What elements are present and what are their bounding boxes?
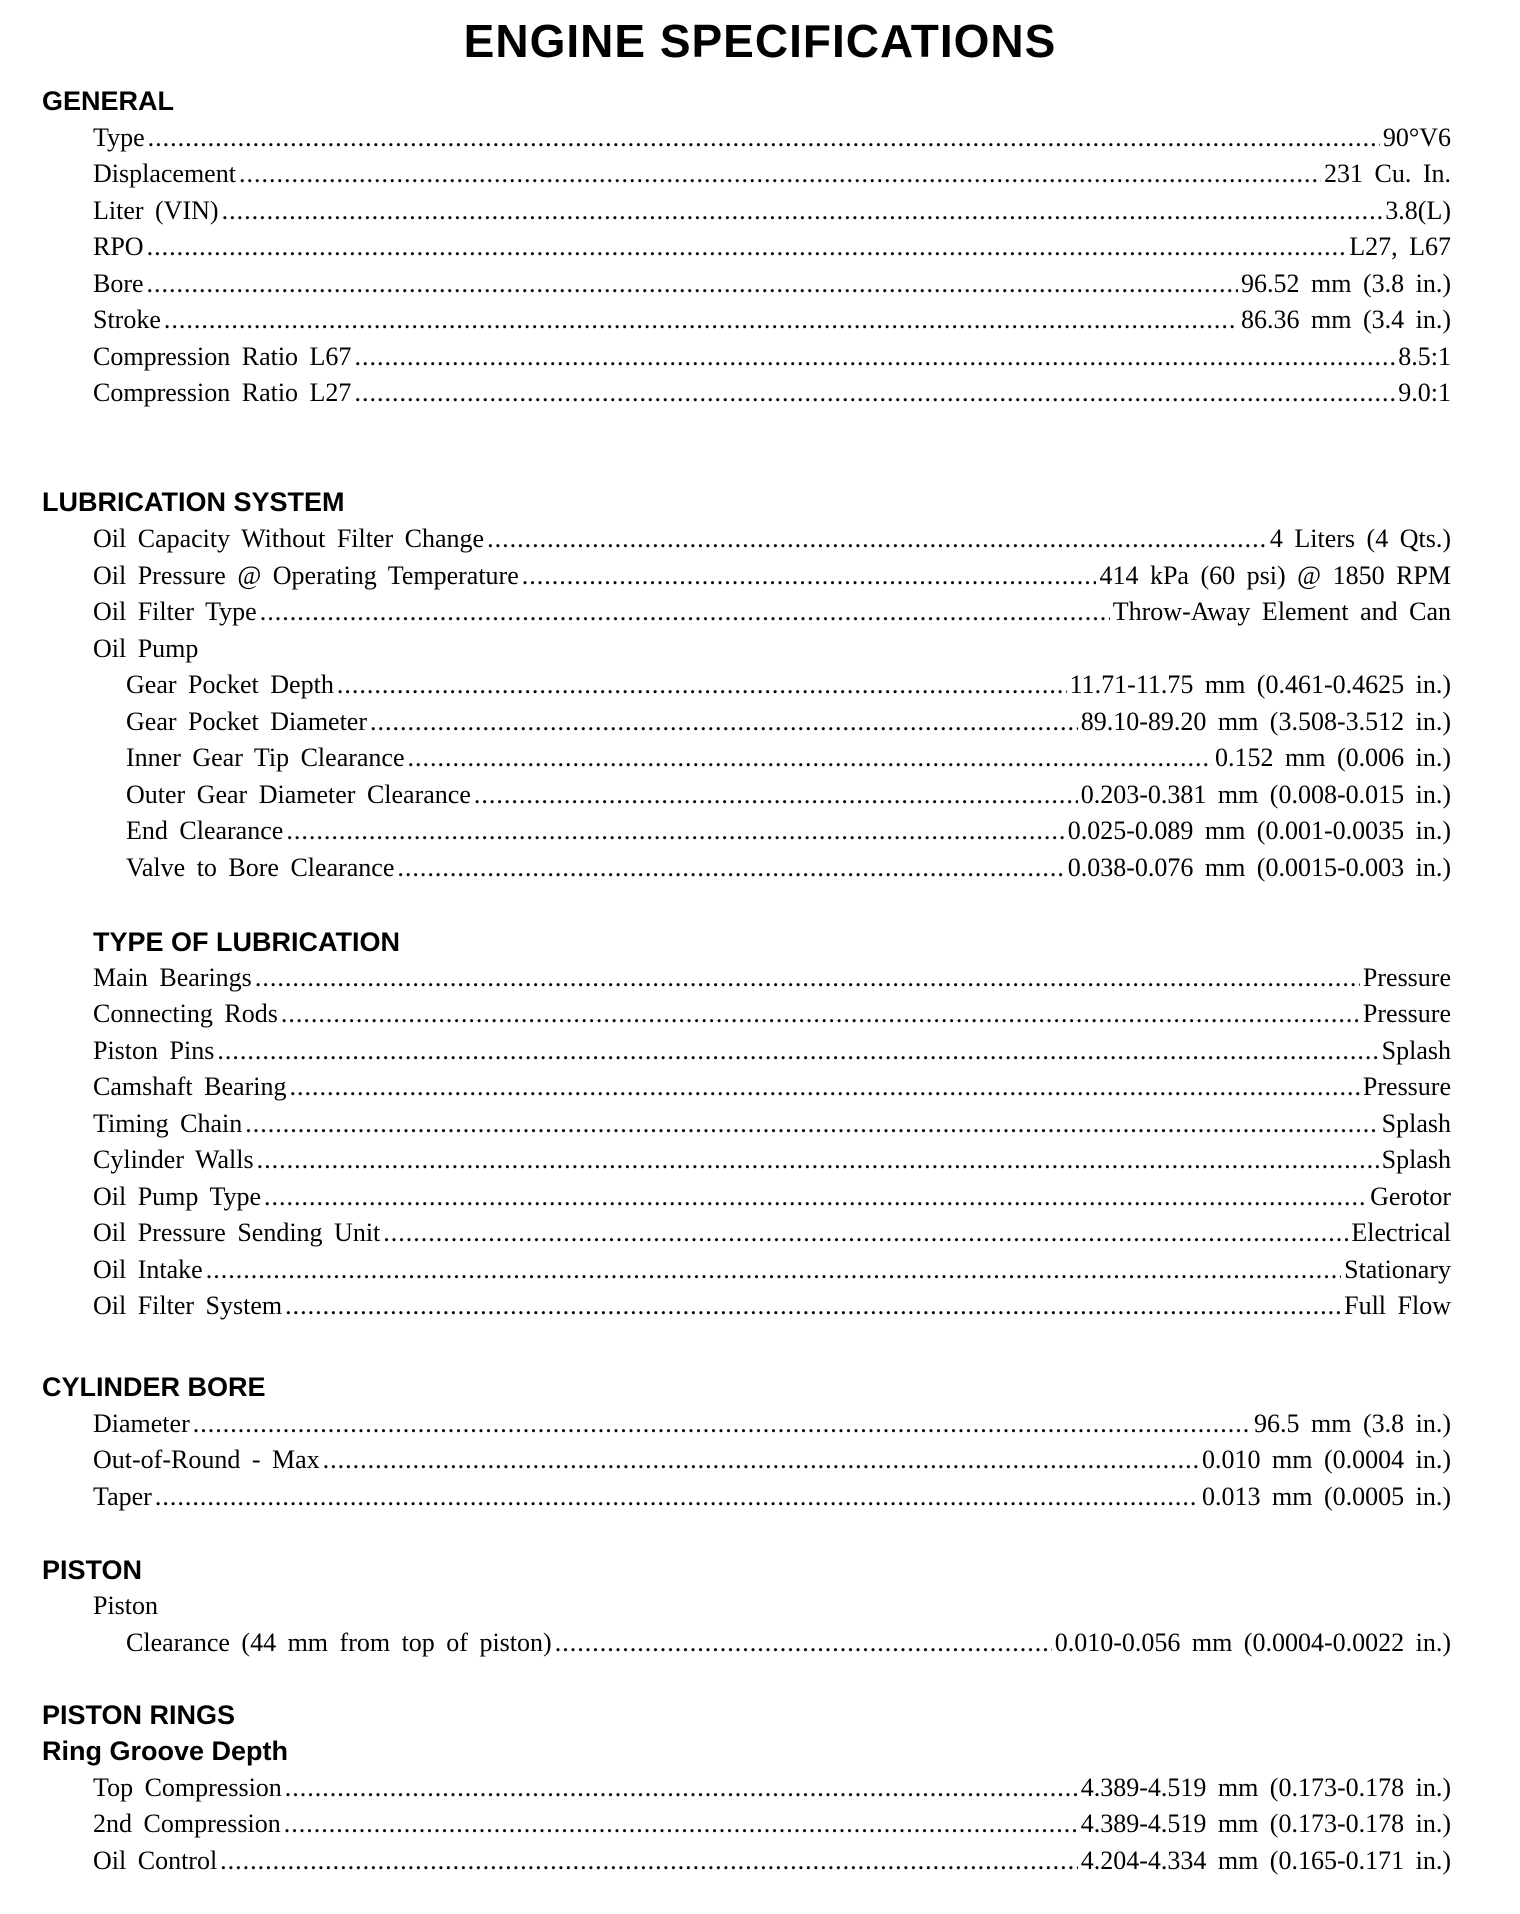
spec-row (93, 1218, 1451, 1254)
spec-label: Out-of-Round - Max (93, 1445, 320, 1474)
spec-value: 11.71-11.75 mm (0.461-0.4625 in.) (1069, 670, 1451, 699)
spec-value: 89.10-89.20 mm (3.508-3.512 in.) (1080, 707, 1451, 736)
spec-row (93, 524, 1451, 560)
spec-row (93, 305, 1451, 341)
spec-row (93, 196, 1451, 232)
spec-row (126, 780, 1451, 816)
spec-label: Oil Filter Type (93, 597, 257, 626)
section-heading-lubrication: LUBRICATION SYSTEM (42, 487, 345, 517)
dot-leader (147, 232, 1347, 262)
spec-label: Taper (93, 1482, 152, 1511)
dot-leader (383, 1218, 1348, 1248)
spec-value: 231 Cu. In. (1324, 159, 1451, 188)
spec-row (93, 597, 1451, 633)
spec-label: Cylinder Walls (93, 1145, 254, 1174)
spec-row (93, 123, 1451, 159)
spec-value: Electrical (1351, 1218, 1451, 1247)
spec-label: Diameter (93, 1409, 190, 1438)
spec-row (93, 1145, 1451, 1181)
dot-leader (487, 524, 1267, 554)
spec-value: Splash (1381, 1109, 1451, 1138)
spec-value: 0.025-0.089 mm (0.001-0.0035 in.) (1067, 816, 1451, 845)
dot-leader (408, 743, 1212, 773)
spec-value: Splash (1381, 1036, 1451, 1065)
spec-row (93, 1255, 1451, 1291)
spec-label: Top Compression (93, 1773, 282, 1802)
dot-leader (257, 1145, 1379, 1175)
spec-value: 3.8(L) (1385, 196, 1451, 225)
spec-label: Clearance (44 mm from top of piston) (126, 1628, 552, 1657)
spec-label: Timing Chain (93, 1109, 243, 1138)
spec-row (93, 1482, 1451, 1518)
piston-sub-label: Piston (93, 1591, 159, 1620)
spec-row (93, 342, 1451, 378)
dot-leader (255, 963, 1360, 993)
dot-leader (354, 378, 1395, 408)
spec-value: 0.152 mm (0.006 in.) (1215, 743, 1451, 772)
dot-leader (284, 1809, 1078, 1839)
dot-leader (164, 305, 1238, 335)
dot-leader (264, 1182, 1367, 1212)
spec-value: 0.010-0.056 mm (0.0004-0.0022 in.) (1054, 1628, 1451, 1657)
dot-leader (217, 1036, 1378, 1066)
spec-row (93, 1109, 1451, 1145)
spec-value: 0.203-0.381 mm (0.008-0.015 in.) (1080, 780, 1451, 809)
spec-label: Main Bearings (93, 963, 252, 992)
spec-row (93, 561, 1451, 597)
spec-row (126, 853, 1451, 889)
dot-leader (522, 561, 1097, 591)
spec-value: 4.389-4.519 mm (0.173-0.178 in.) (1080, 1809, 1451, 1838)
spec-row (126, 707, 1451, 743)
spec-value: Pressure (1362, 963, 1451, 992)
oil-pump-label: Oil Pump (93, 634, 199, 663)
section-heading-piston-rings: PISTON RINGS (42, 1700, 236, 1730)
dot-leader (354, 342, 1395, 372)
spec-value: Stationary (1344, 1255, 1451, 1284)
spec-value: 9.0:1 (1398, 378, 1451, 407)
dot-leader (555, 1628, 1052, 1658)
dot-leader (220, 1846, 1078, 1876)
subheading-ring-groove-depth: Ring Groove Depth (42, 1736, 289, 1766)
dot-leader (337, 670, 1067, 700)
spec-value: 4.389-4.519 mm (0.173-0.178 in.) (1080, 1773, 1451, 1802)
spec-label: Oil Pressure @ Operating Temperature (93, 561, 519, 590)
dot-leader (222, 196, 1383, 226)
spec-label: Oil Pump Type (93, 1182, 262, 1211)
spec-value: Full Flow (1344, 1291, 1451, 1320)
spec-label: End Clearance (126, 816, 284, 845)
spec-row (126, 670, 1451, 706)
dot-leader (193, 1409, 1251, 1439)
dot-leader (239, 159, 1321, 189)
spec-label: Oil Filter System (93, 1291, 283, 1320)
spec-label: Compression Ratio L67 (93, 342, 352, 371)
spec-label: RPO (93, 232, 144, 261)
spec-row (93, 269, 1451, 305)
dot-leader (397, 853, 1064, 883)
spec-label: Outer Gear Diameter Clearance (126, 780, 471, 809)
spec-row (126, 816, 1451, 852)
dot-leader (323, 1445, 1199, 1475)
spec-row (93, 1409, 1451, 1445)
spec-row (93, 1036, 1451, 1072)
spec-label: Valve to Bore Clearance (126, 853, 395, 882)
spec-label: Stroke (93, 305, 161, 334)
dot-leader (285, 1773, 1078, 1803)
dot-leader (245, 1109, 1378, 1139)
spec-value: 0.010 mm (0.0004 in.) (1202, 1445, 1451, 1474)
spec-value: 0.038-0.076 mm (0.0015-0.003 in.) (1067, 853, 1451, 882)
spec-value: Splash (1381, 1145, 1451, 1174)
spec-row (93, 232, 1451, 268)
spec-label: Piston Pins (93, 1036, 215, 1065)
spec-label: Camshaft Bearing (93, 1072, 287, 1101)
spec-value: Gerotor (1370, 1182, 1451, 1211)
spec-value: 96.52 mm (3.8 in.) (1241, 269, 1451, 298)
spec-value: 0.013 mm (0.0005 in.) (1202, 1482, 1451, 1511)
spec-value: Throw-Away Element and Can (1112, 597, 1451, 626)
spec-value: 4.204-4.334 mm (0.165-0.171 in.) (1080, 1846, 1451, 1875)
page-title: ENGINE SPECIFICATIONS (463, 15, 1057, 67)
dot-leader (370, 707, 1078, 737)
spec-value: Pressure (1362, 999, 1451, 1028)
spec-label: Inner Gear Tip Clearance (126, 743, 405, 772)
section-heading-cylinder-bore: CYLINDER BORE (42, 1372, 266, 1402)
spec-label: Connecting Rods (93, 999, 278, 1028)
spec-label: Oil Intake (93, 1255, 203, 1284)
spec-label: 2nd Compression (93, 1809, 281, 1838)
spec-row (93, 1846, 1451, 1882)
dot-leader (281, 999, 1360, 1029)
spec-value: 90°V6 (1382, 123, 1451, 152)
spec-label: Type (93, 123, 145, 152)
spec-value: 4 Liters (4 Qts.) (1269, 524, 1451, 553)
spec-row (93, 1291, 1451, 1327)
section-heading-general: GENERAL (42, 86, 175, 116)
spec-label: Bore (93, 269, 144, 298)
spec-value: 414 kPa (60 psi) @ 1850 RPM (1099, 561, 1451, 590)
spec-value: 86.36 mm (3.4 in.) (1241, 305, 1451, 334)
spec-label: Gear Pocket Depth (126, 670, 334, 699)
dot-leader (286, 816, 1064, 846)
dot-leader (206, 1255, 1341, 1285)
spec-label: Liter (VIN) (93, 196, 219, 225)
dot-leader (147, 269, 1238, 299)
spec-row (93, 1445, 1451, 1481)
spec-label: Displacement (93, 159, 236, 188)
spec-label: Oil Pressure Sending Unit (93, 1218, 381, 1247)
dot-leader (474, 780, 1078, 810)
spec-row (93, 1072, 1451, 1108)
spec-row (93, 1182, 1451, 1218)
dot-leader (148, 123, 1380, 153)
section-heading-type-of-lubrication: TYPE OF LUBRICATION (93, 927, 400, 957)
spec-row (93, 963, 1451, 999)
spec-row (93, 999, 1451, 1035)
spec-row (93, 159, 1451, 195)
spec-value: L27, L67 (1349, 232, 1451, 261)
spec-value: Pressure (1362, 1072, 1451, 1101)
dot-leader (285, 1291, 1341, 1321)
spec-value: 8.5:1 (1398, 342, 1451, 371)
spec-row (93, 1809, 1451, 1845)
spec-row (126, 743, 1451, 779)
spec-row (93, 378, 1451, 414)
spec-row (126, 1628, 1451, 1664)
section-heading-piston: PISTON (42, 1555, 143, 1585)
dot-leader (260, 597, 1110, 627)
spec-label: Compression Ratio L27 (93, 378, 352, 407)
spec-row (93, 1773, 1451, 1809)
spec-label: Oil Control (93, 1846, 218, 1875)
dot-leader (155, 1482, 1199, 1512)
spec-value: 96.5 mm (3.8 in.) (1254, 1409, 1451, 1438)
spec-label: Gear Pocket Diameter (126, 707, 368, 736)
spec-label: Oil Capacity Without Filter Change (93, 524, 485, 553)
dot-leader (289, 1072, 1359, 1102)
